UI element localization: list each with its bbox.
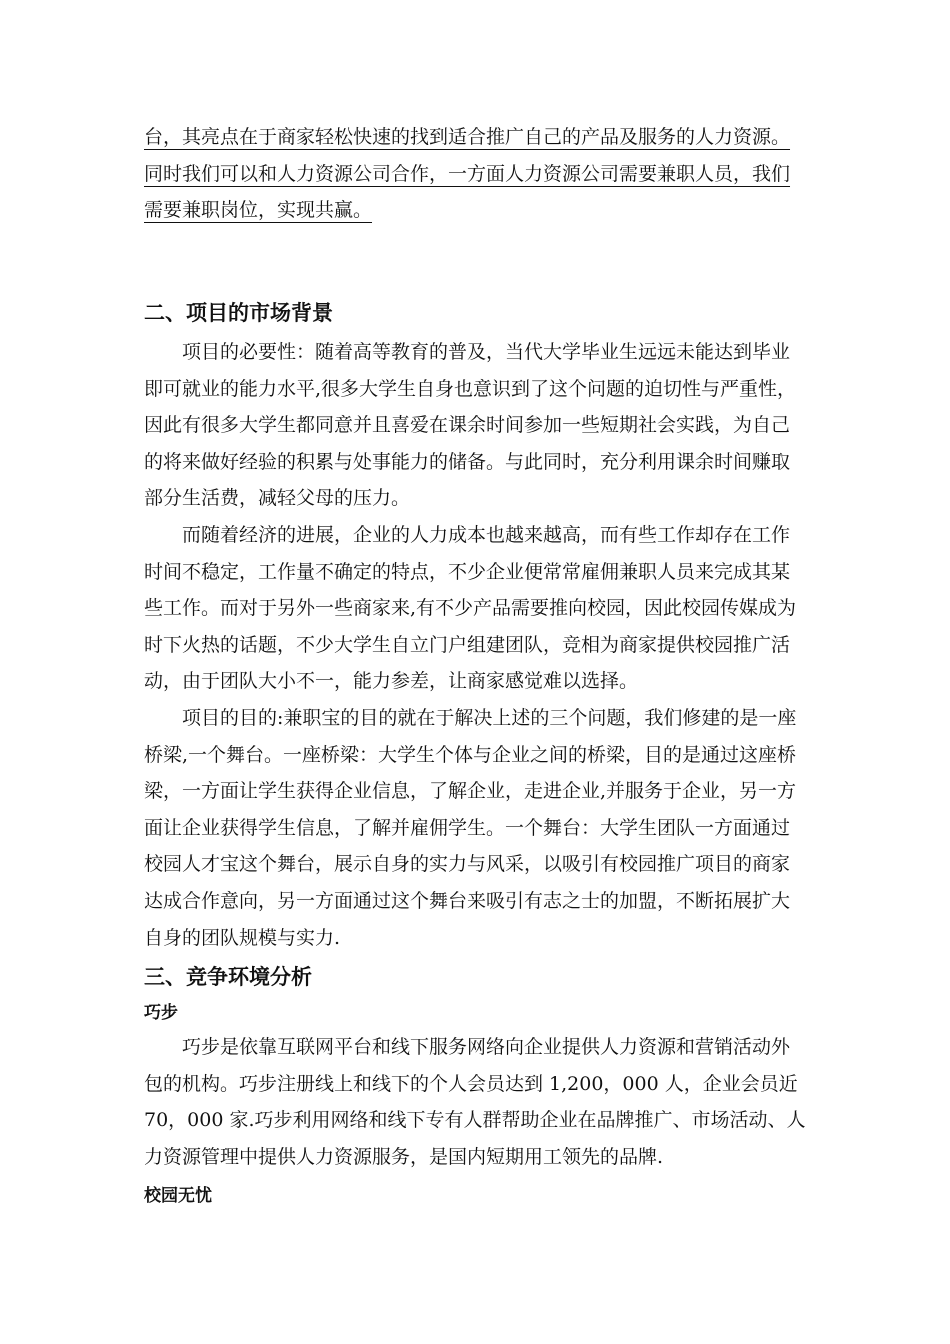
paragraph-line: 即可就业的能力水平,很多大学生自身也意识到了这个问题的迫切性与严重性， — [144, 377, 797, 400]
subsection-body-qiaobu — [144, 1029, 808, 1175]
paragraph-line: 桥梁,一个舞台。一座桥梁：大学生个体与企业之间的桥梁，目的是通过这座桥 — [144, 743, 797, 766]
paragraph-line: 梁，一方面让学生获得企业信息，了解企业，走进企业,并服务于企业，另一方 — [144, 780, 797, 803]
paragraph-line: 的将来做好经验的积累与处事能力的储备。与此同时，充分利用课余时间赚取 — [144, 450, 791, 473]
paragraph-line: 项目的目的:兼职宝的目的就在于解决上述的三个问题，我们修建的是一座 — [182, 706, 797, 729]
intro-line: 需要兼职岗位，实现共赢。 — [144, 199, 373, 221]
intro-paragraph — [144, 119, 808, 229]
subsection-heading-qiaobu: 巧步 — [144, 1003, 178, 1023]
paragraph-line: 达成合作意向，另一方面通过这个舞台来吸引有志之士的加盟，不断拓展扩大 — [144, 889, 791, 912]
paragraph-line: 70，000 家.巧步利用网络和线下专有人群帮助企业在品牌推广、市场活动、人 — [144, 1109, 806, 1132]
paragraph-line: 而随着经济的进展，企业的人力成本也越来越高，而有些工作却存在工作 — [182, 523, 791, 546]
paragraph-line: 包的机构。巧步注册线上和线下的个人会员达到 1,200，000 人，企业会员近 — [144, 1072, 798, 1095]
paragraph-line: 时间不稳定，工作量不确定的特点，不少企业便常常雇佣兼职人员来完成其某 — [144, 560, 791, 583]
paragraph-line: 面让企业获得学生信息，了解并雇佣学生。一个舞台：大学生团队一方面通过 — [144, 816, 791, 839]
subsection-heading-xiaoyuan-wuyou: 校园无忧 — [144, 1186, 212, 1206]
paragraph-line: 自身的团队规模与实力. — [144, 926, 341, 949]
paragraph-line: 项目的必要性：随着高等教育的普及，当代大学毕业生远远未能达到毕业 — [182, 341, 791, 363]
paragraph-line: 些工作。而对于另外一些商家来,有不少产品需要推向校园，因此校园传媒成为 — [144, 597, 797, 620]
paragraph-line: 力资源管理中提供人力资源服务，是国内短期用工领先的品牌. — [144, 1145, 664, 1168]
section-2-heading: 二、项目的市场背景 — [144, 301, 333, 325]
paragraph-line: 因此有很多大学生都同意并且喜爱在课余时间参加一些短期社会实践，为自己 — [144, 414, 791, 437]
section-3-heading: 三、竞争环境分析 — [144, 965, 312, 989]
intro-line: 同时我们可以和人力资源公司合作，一方面人力资源公司需要兼职人员，我们 — [144, 162, 791, 185]
paragraph-line: 部分生活费，减轻父母的压力。 — [144, 487, 411, 510]
paragraph-line: 动，由于团队大小不一，能力参差，让商家感觉难以选择。 — [144, 670, 639, 693]
paragraph-line: 巧步是依靠互联网平台和线下服务网络向企业提供人力资源和营销活动外 — [182, 1036, 791, 1058]
paragraph-line: 时下火热的话题，不少大学生自立门户组建团队，竞相为商家提供校园推广活 — [144, 633, 791, 656]
intro-line: 台，其亮点在于商家轻松快速的找到适合推广自己的产品及服务的人力资源。 — [144, 126, 791, 148]
section-2-body — [144, 334, 808, 956]
paragraph-line: 校园人才宝这个舞台，展示自身的实力与风采，以吸引有校园推广项目的商家 — [144, 853, 791, 876]
